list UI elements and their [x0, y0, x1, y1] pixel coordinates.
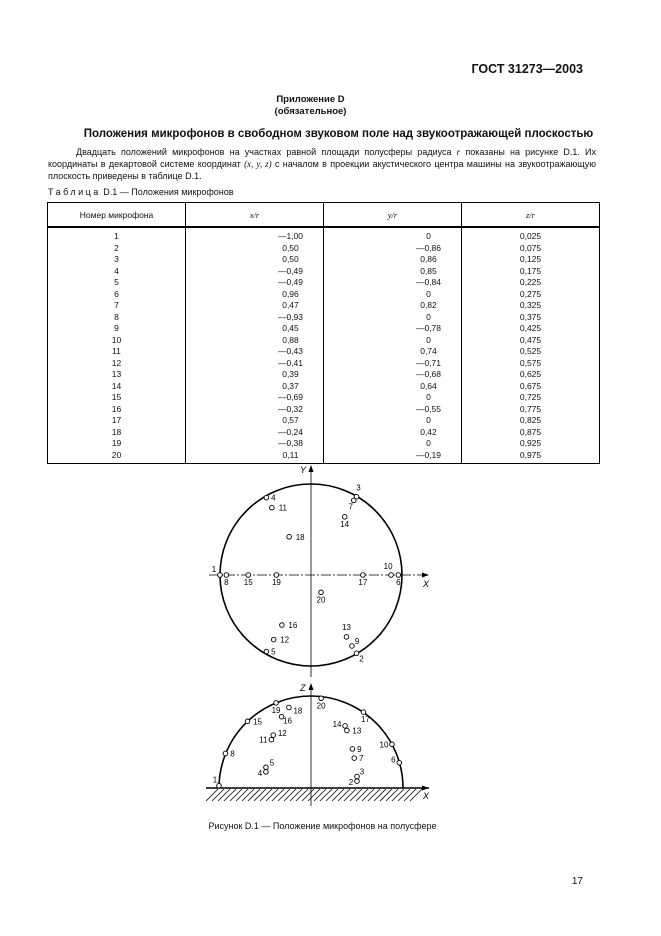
- cell-number: 6: [48, 289, 186, 301]
- section-title: Положения микрофонов в свободном звуковом поле над звукоотражающей плоскостью: [83, 128, 594, 140]
- cell-number: 19: [48, 438, 186, 450]
- standard-number: ГОСТ 31273—2003: [471, 62, 583, 76]
- cell-y: 0: [324, 335, 462, 347]
- mic-label-side: 13: [352, 726, 362, 736]
- cell-number: 14: [48, 381, 186, 393]
- cell-x: —1,00: [186, 227, 324, 243]
- cell-z: 0,175: [462, 266, 600, 278]
- hatch-line: [398, 789, 410, 801]
- cell-z: 0,725: [462, 392, 600, 404]
- cell-number: 12: [48, 358, 186, 370]
- cell-y: 0,82: [324, 300, 462, 312]
- mic-label-top: 7: [348, 502, 353, 512]
- mic-label-top: 1: [211, 565, 217, 574]
- mic-point-side: [361, 710, 366, 715]
- mic-label-top: 5: [271, 647, 276, 657]
- cell-number: 17: [48, 415, 186, 427]
- cell-y: —0,55: [324, 404, 462, 416]
- hatch-line: [368, 789, 380, 801]
- hatch-line: [242, 789, 254, 801]
- mic-label-top: 14: [340, 519, 350, 529]
- mic-label-top: 20: [316, 595, 326, 605]
- cell-z: 0,275: [462, 289, 600, 301]
- hatch-line: [254, 789, 266, 801]
- hatch-line: [404, 789, 416, 801]
- caption-word: Таблица: [48, 187, 101, 197]
- cell-number: 1: [48, 227, 186, 243]
- col-z: z/r: [462, 203, 600, 228]
- mic-point-side: [274, 701, 279, 706]
- hatch-line: [392, 789, 404, 801]
- cell-z: 0,325: [462, 300, 600, 312]
- appendix-status: (обязательное): [274, 106, 347, 117]
- mic-label-side: 5: [269, 758, 275, 768]
- page-number: 17: [571, 876, 583, 887]
- x-arrow-icon: [422, 573, 429, 578]
- cell-x: —0,38: [186, 438, 324, 450]
- cell-y: 0: [324, 312, 462, 324]
- mic-label-top: 17: [358, 578, 368, 587]
- cell-number: 13: [48, 369, 186, 381]
- cell-z: 0,225: [462, 277, 600, 289]
- mic-label-top: 3: [356, 483, 361, 493]
- mic-point-top: [246, 573, 251, 578]
- cell-x: —0,32: [186, 404, 324, 416]
- cell-x: —0,49: [186, 266, 324, 278]
- x-arrow-icon: [422, 786, 429, 791]
- mic-point-side: [264, 770, 269, 775]
- x-axis-label-top: X: [423, 579, 430, 589]
- mic-point-side: [271, 733, 276, 738]
- mic-point-side: [345, 728, 350, 733]
- cell-z: 0,125: [462, 254, 600, 266]
- cell-y: 0: [324, 227, 462, 243]
- mic-label-side: 12: [277, 729, 287, 739]
- col-number: Номер микрофона: [48, 203, 186, 228]
- cell-x: 0,37: [186, 381, 324, 393]
- cell-x: 0,50: [186, 254, 324, 266]
- cell-x: 0,88: [186, 335, 324, 347]
- cell-number: 20: [48, 450, 186, 464]
- col-x: x/r: [186, 203, 324, 228]
- mic-point-top: [271, 637, 276, 642]
- mic-label-top: 13: [342, 622, 351, 632]
- cell-z: 0,675: [462, 381, 600, 393]
- hatch-line: [278, 789, 290, 801]
- mic-label-top: 6: [396, 578, 401, 587]
- hatch-line: [356, 789, 368, 801]
- text: Двадцать положений микрофонов на участках равной площади полусферы радиуса: [76, 147, 457, 157]
- cell-number: 16: [48, 404, 186, 416]
- mic-label-top: 9: [354, 636, 360, 646]
- hatch-line: [218, 789, 230, 801]
- hatch-line: [296, 789, 308, 801]
- mic-label-top: 4: [271, 493, 276, 503]
- mic-label-side: 1: [212, 775, 218, 785]
- mic-point-top: [270, 505, 275, 510]
- cell-x: 0,39: [186, 369, 324, 381]
- hatch-line: [374, 789, 386, 801]
- cell-number: 5: [48, 277, 186, 289]
- cell-y: —0,68: [324, 369, 462, 381]
- text: показаны на рисунке D.1. Их координаты в декартовой системе координат: [48, 147, 596, 169]
- cell-z: 0,625: [462, 369, 600, 381]
- hatch-line: [266, 789, 278, 801]
- z-axis-label: Z: [300, 683, 306, 693]
- hatch-line: [362, 789, 374, 801]
- hatch-line: [272, 789, 284, 801]
- mic-point-side: [350, 747, 355, 752]
- hatch-line: [308, 789, 320, 801]
- cell-number: 3: [48, 254, 186, 266]
- hatch-line: [248, 789, 260, 801]
- cell-x: —0,49: [186, 277, 324, 289]
- mic-point-top: [396, 573, 401, 578]
- cell-x: —0,43: [186, 346, 324, 358]
- mic-point-side: [269, 737, 274, 742]
- caption-text: D.1 — Положения микрофонов: [100, 187, 234, 197]
- mic-point-top: [264, 495, 269, 500]
- mic-label-side: 3: [359, 767, 365, 777]
- hatch-line: [410, 789, 422, 801]
- mic-label-top: 11: [278, 503, 288, 513]
- hatch-line: [302, 789, 314, 801]
- mic-point-top: [354, 651, 359, 656]
- mic-point-side: [343, 724, 348, 729]
- cell-number: 7: [48, 300, 186, 312]
- mic-point-side: [355, 779, 360, 784]
- mic-point-top: [361, 573, 366, 578]
- mic-label-top: 16: [288, 621, 298, 631]
- mic-label-side: 16: [283, 716, 293, 726]
- cell-z: 0,575: [462, 358, 600, 370]
- mic-point-top: [344, 635, 349, 640]
- cell-y: 0: [324, 438, 462, 450]
- cell-z: 0,375: [462, 312, 600, 324]
- mic-point-top: [280, 623, 285, 628]
- cell-number: 8: [48, 312, 186, 324]
- mic-label-side: 15: [253, 717, 262, 727]
- mic-label-top: 18: [295, 532, 305, 542]
- y-arrow-icon: [309, 465, 314, 472]
- mic-point-side: [390, 742, 395, 747]
- mic-point-side: [264, 765, 269, 770]
- cell-y: —0,84: [324, 277, 462, 289]
- cell-z: 0,925: [462, 438, 600, 450]
- mic-label-side: 4: [257, 768, 263, 778]
- cell-x: 0,96: [186, 289, 324, 301]
- mic-label-side: 7: [359, 754, 364, 764]
- cell-y: —0,78: [324, 323, 462, 335]
- cell-y: 0,42: [324, 427, 462, 439]
- cell-y: 0: [324, 289, 462, 301]
- appendix-title: Приложение D: [276, 94, 345, 105]
- hatch-line: [320, 789, 332, 801]
- hatch-line: [326, 789, 338, 801]
- mic-label-top: 19: [271, 578, 281, 587]
- cell-y: —0,71: [324, 358, 462, 370]
- hatch-line: [236, 789, 248, 801]
- cell-x: —0,93: [186, 312, 324, 324]
- cell-x: —0,69: [186, 392, 324, 404]
- cell-number: 10: [48, 335, 186, 347]
- mic-label-side: 17: [360, 715, 370, 725]
- mic-point-top: [389, 573, 394, 578]
- mic-point-top: [342, 514, 347, 519]
- mic-label-side: 11: [259, 735, 268, 745]
- mic-point-top: [264, 649, 269, 654]
- cell-x: 0,47: [186, 300, 324, 312]
- cell-x: 0,50: [186, 243, 324, 255]
- mic-point-top: [319, 590, 324, 595]
- cell-number: 18: [48, 427, 186, 439]
- mic-point-top: [274, 573, 279, 578]
- cell-y: 0,85: [324, 266, 462, 278]
- cell-number: 2: [48, 243, 186, 255]
- hatch-line: [212, 789, 224, 801]
- cell-y: 0,74: [324, 346, 462, 358]
- mic-label-top: 12: [280, 635, 290, 645]
- mic-label-side: 10: [379, 740, 389, 750]
- mic-label-top: 15: [243, 578, 253, 587]
- mic-point-side: [352, 756, 357, 761]
- hatch-line: [386, 789, 398, 801]
- mic-label-side: 19: [271, 705, 281, 715]
- hatch-line: [284, 789, 296, 801]
- cell-number: 9: [48, 323, 186, 335]
- hatch-line: [290, 789, 302, 801]
- mic-point-side: [397, 760, 402, 765]
- cell-x: 0,57: [186, 415, 324, 427]
- mic-label-top: 10: [383, 562, 393, 571]
- hatch-line: [332, 789, 344, 801]
- cell-x: 0,11: [186, 450, 324, 464]
- cell-number: 15: [48, 392, 186, 404]
- cell-z: 0,525: [462, 346, 600, 358]
- cell-y: —0,19: [324, 450, 462, 464]
- col-y: y/r: [324, 203, 462, 228]
- mic-label-top: 2: [359, 654, 364, 664]
- cell-x: 0,45: [186, 323, 324, 335]
- cell-z: 0,975: [462, 450, 600, 464]
- mic-point-side: [355, 774, 360, 779]
- hatch-line: [380, 789, 392, 801]
- cell-y: 0: [324, 392, 462, 404]
- mic-label-side: 18: [293, 706, 303, 716]
- figure-caption: Рисунок D.1 — Положение микрофонов на полусфере: [208, 821, 437, 831]
- z-arrow-icon: [309, 683, 314, 690]
- cell-z: 0,875: [462, 427, 600, 439]
- mic-point-side: [217, 783, 222, 788]
- cell-number: 11: [48, 346, 186, 358]
- mic-point-side: [287, 705, 292, 710]
- mic-label-side: 8: [230, 749, 235, 759]
- mic-label-top: 8: [224, 578, 229, 587]
- mic-point-top: [350, 644, 355, 649]
- cell-y: 0,86: [324, 254, 462, 266]
- hatch-line: [314, 789, 326, 801]
- mic-label-side: 6: [391, 755, 396, 765]
- var-r: r: [456, 147, 461, 157]
- cell-x: —0,41: [186, 358, 324, 370]
- var-coords: (x, y, z): [244, 159, 272, 169]
- mic-label-side: 9: [357, 744, 362, 754]
- hatch-line: [224, 789, 236, 801]
- hatch-line: [344, 789, 356, 801]
- hatch-line: [350, 789, 362, 801]
- cell-x: —0,24: [186, 427, 324, 439]
- y-axis-label: Y: [300, 465, 307, 475]
- mic-label-side: 14: [332, 719, 342, 729]
- hatch-line: [206, 789, 218, 801]
- hatch-line: [260, 789, 272, 801]
- mic-label-side: 2: [348, 778, 354, 788]
- cell-z: 0,425: [462, 323, 600, 335]
- mic-point-top: [218, 573, 223, 578]
- text: с началом в проекции акустического центра машины на звукоотражающую плоскость приведены в таблице D.1.: [48, 159, 596, 181]
- cell-z: 0,025: [462, 227, 600, 243]
- mic-point-top: [287, 534, 292, 539]
- cell-y: 0: [324, 415, 462, 427]
- cell-y: —0,86: [324, 243, 462, 255]
- cell-z: 0,475: [462, 335, 600, 347]
- mic-point-top: [224, 573, 229, 578]
- hatch-line: [338, 789, 350, 801]
- cell-y: 0,64: [324, 381, 462, 393]
- mic-point-side: [245, 719, 250, 724]
- mic-point-side: [319, 696, 324, 701]
- hatch-line: [230, 789, 242, 801]
- x-axis-label-side: X: [423, 791, 430, 801]
- cell-z: 0,075: [462, 243, 600, 255]
- cell-z: 0,825: [462, 415, 600, 427]
- mic-label-side: 20: [316, 701, 326, 711]
- cell-number: 4: [48, 266, 186, 278]
- cell-z: 0,775: [462, 404, 600, 416]
- mic-point-side: [223, 751, 228, 756]
